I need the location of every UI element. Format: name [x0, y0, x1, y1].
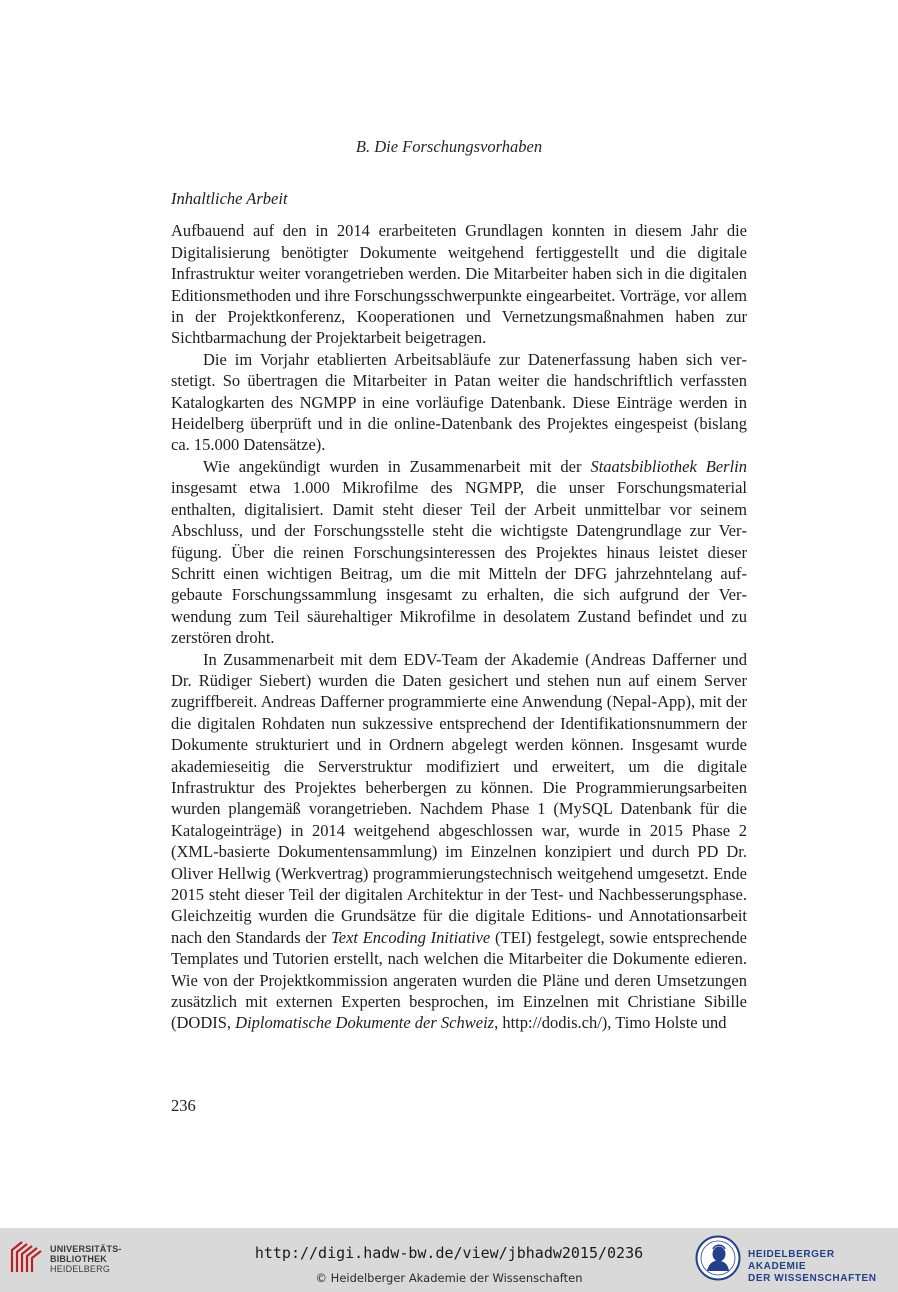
footer-url-link[interactable]: http://digi.hadw-bw.de/view/jbhadw2015/0236 [254, 1244, 644, 1262]
section-heading: Inhaltliche Arbeit [171, 189, 288, 208]
page-number: 236 [171, 1096, 196, 1115]
paragraph-4-text-a: In Zusammenarbeit mit dem EDV-Team der Akademie (Andreas Dafferner und Dr. Rüdiger Siebert) wurden die Daten gesichert und stehen nun auf einem Server zugriffbereit. Andreas Dafferner programmierte eine Anwendung (Nepal-App), mit der die digitalen Rohdaten nun sukzessive entsprechend der Identifikationsnummern der Dokumente strukturiert und in Ordnern abgelegt werden können. Insgesamt wurde akademieseitig die Serverstruktur modifiziert und erweitert, um die digitale Infrastruktur des Projektes beherbergen zu können. Die Programmierungsarbeiten wurden plangemäß vorangetrieben. Nachdem Phase 1 (MySQL Datenbank für die Katalogeinträge) in 2014 weitgehend abgeschlossen war, wurde in 2015 Phase 2 (XML-basierte Dokumentensammlung) im Einzelnen konzipiert und durch PD Dr. Oliver Hellwig (Werkvertrag) programmierungstechnisch weitgehend umgesetzt. Ende 2015 steht dieser Teil der digitalen Architektur in der Test- und Nachbesserungsphase. Gleichzeitig wurden die Grundsätze für die digitale Editions- und Annotationsarbeit nach den Standards der [171, 649, 747, 947]
paragraph-3 [171, 456, 747, 649]
ub-line-1: UNIVERSITÄTS- [50, 1244, 122, 1254]
staatsbibliothek-berlin-italic: Staatsbibliothek Berlin [590, 456, 747, 476]
academy-text [748, 1249, 895, 1285]
paragraph-3-text-c: insgesamt etwa 1.000 Mikrofilme des NGMPP, die unser Forschungsmaterial enthalten, digitalisiert. Damit steht dieser Teil der Arbeit unmittelbar vor seinem Abschluss, und der Forschungsstelle steht die wichtigste Datengrundlage zur Verfügung. Über die reinen Forschungsinteressen des Projektes hinaus leistet dieser Schritt einen wichtigen Beitrag, um die mit Mitteln der DFG jahrzehntelang aufgebaute Forschungssammlung insgesamt zu erhalten, die sich aufgrund der Verwendung zum Teil säurehaltiger Mikrofilme in desolatem Zustand befindet und zu zerstören droht. [171, 478, 747, 648]
academy-logo[interactable] [695, 1235, 895, 1285]
academy-seal-icon [695, 1235, 741, 1281]
paragraph-4-text-e: , http://dodis.ch/), Timo Holste und [494, 1013, 727, 1033]
ub-line-3: HEIDELBERG [50, 1264, 111, 1274]
paragraph-3-text-a: Wie angekündigt wurden in Zusammenarbeit mit der [203, 456, 591, 476]
running-head: B. Die Forschungsvorhaben [355, 137, 543, 156]
paragraph-4-text-c: (TEI) festgelegt, sowie entsprechende Templates und Tutorien erstellt, nach welchen die Mitarbeiter die Dokumente edieren. Wie von der Projektkommission angeraten wurden die Pläne und deren Umsetzungen zusätzlich mit externen Experten besprochen, im Einzelnen mit Christiane Sibille (DODIS, [171, 927, 747, 1033]
paragraph-1: Aufbauend auf den in 2014 erarbeiteten Grundlagen konnten in diesem Jahr die Digitalisierung benötigter Dokumente weitgehend fertiggestellt und die digitale Infrastruktur weiter vorangetrieben werden. Die Mitarbeiter haben sich in die digitalen Editionsmethoden und ihre Forschungsschwerpunkte eingearbeitet. Vorträge, vor allem in der Projektkonferenz, Kooperationen und Vernetzungsmaßnahmen haben zur Sichtbarmachung der Projektarbeit beigetragen. [171, 221, 747, 348]
tei-italic: Text Encoding Initiative [331, 927, 491, 947]
paragraph-2: Die im Vorjahr etablierten Arbeitsabläufe zur Datenerfassung haben sich verstetigt. So übertragen die Mitarbeiter in Patan weiter die handschriftlich verfassten Katalogkarten des NGMPP in eine vorläufige Datenbank. Diese Einträge werden in Heidelberg überprüft und in die online-Datenbank des Projektes eingespeist (bislang ca. 15.000 Datensätze). [171, 349, 747, 455]
footer-bar [0, 1228, 898, 1292]
dodis-italic: Diplomatische Dokumente der Schweiz [235, 1013, 495, 1033]
paragraph-4 [171, 649, 747, 1034]
body-text [171, 188, 747, 1034]
footer-copyright: © Heidelberger Akademie der Wissenschaften [315, 1271, 583, 1285]
academy-line-2: DER WISSENSCHAFTEN [748, 1273, 877, 1284]
ub-line-2: BIBLIOTHEK [50, 1254, 107, 1264]
academy-line-1: HEIDELBERGER AKADEMIE [748, 1249, 835, 1272]
